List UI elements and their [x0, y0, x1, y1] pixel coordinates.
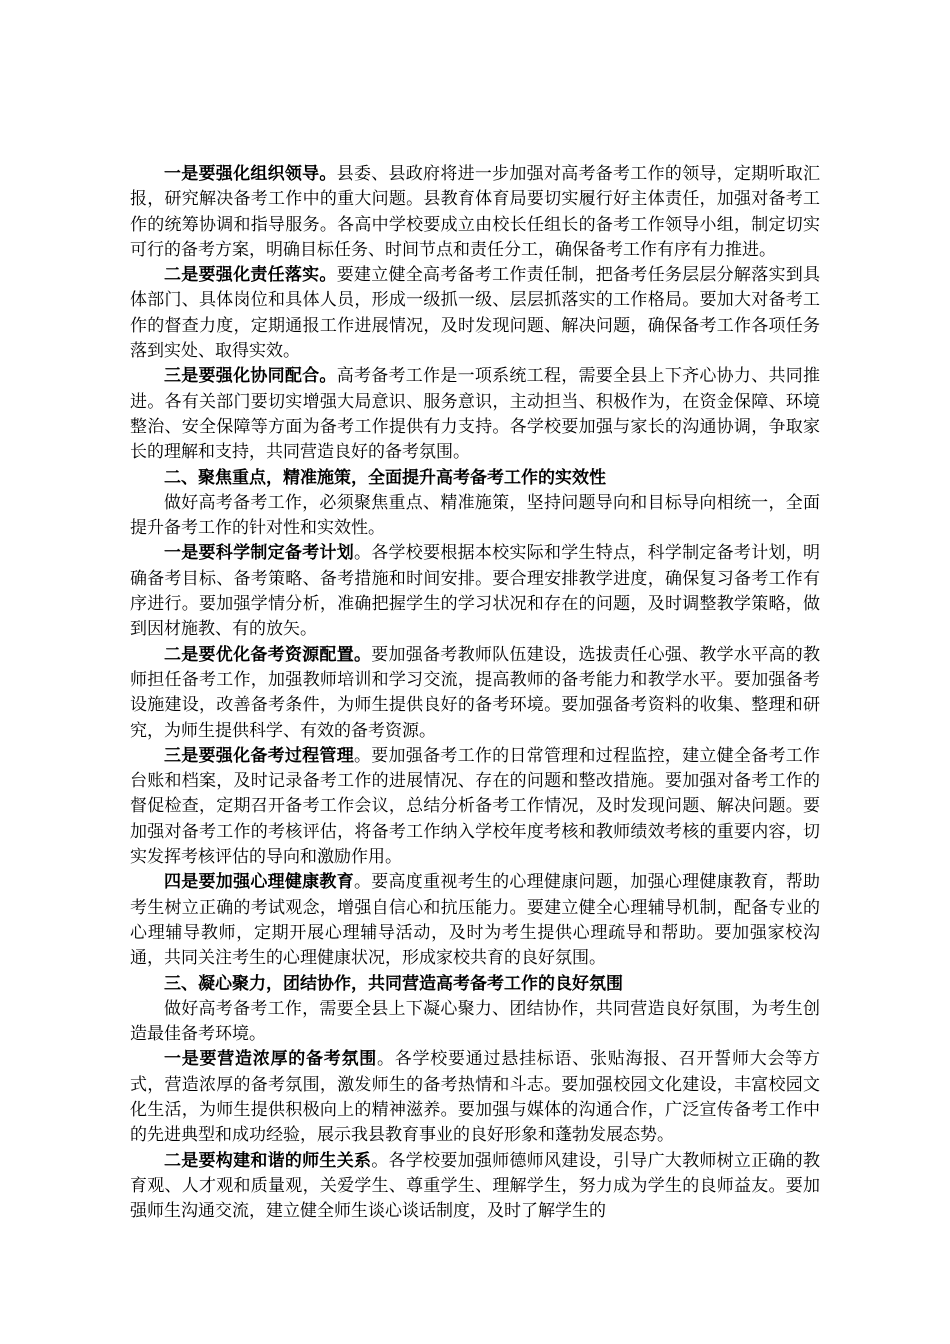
section-heading: 三、凝心聚力，团结协作，共同营造高考备考工作的良好氛围	[164, 973, 623, 994]
paragraph-body: 高考备考工作是一项系统工程，需要全县上下齐心协力、共同推进。各有关部门要切实增强大局意识、服务意识，主动担当、积极作为，在资金保障、环境整治、安全保障等方面为备考工作提供有力支持。各学校要加强与家长的沟通协调，争取家长的理解和支持，共同营造良好的备考氛围。	[130, 366, 820, 463]
paragraph-body: 县委、县政府将进一步加强对高考备考工作的领导，定期听取汇报，研究解决备考工作中的重大问题。县教育体育局要切实履行好主体责任，加强对备考工作的统筹协调和指导服务。各高中学校要成立由校长任组长的备考工作领导小组，制定切实可行的备考方案，明确目标任务、时间节点和责任分工，确保备考工作有序有力推进。	[130, 164, 820, 260]
paragraph	[130, 162, 820, 263]
section-heading: 二、聚焦重点，精准施策，全面提升高考备考工作的实效性	[164, 467, 606, 488]
paragraph	[130, 870, 820, 971]
paragraph-lead: 四是要加强心理健康教育	[164, 872, 354, 893]
paragraph	[130, 643, 820, 744]
paragraph-body: 。要高度重视考生的心理健康问题，加强心理健康教育，帮助考生树立正确的考试观念，增强自信心和抗压能力。要建立健全心理辅导机制，配备专业的心理辅导教师，定期开展心理辅导活动，及时为考生提供心理疏导和帮助。要加强家校沟通，共同关注考生的心理健康状况，形成家校共育的良好氛围。	[130, 872, 821, 969]
paragraph-body: 要加强备考教师队伍建设，选拔责任心强、教学水平高的教师担任备考工作，加强教师培训和学习交流，提高教师的备考能力和教学水平。要加强备考设施建设，改善备考条件，为师生提供良好的备考环境。要加强备考资料的收集、整理和研究，为师生提供科学、有效的备考资源。	[130, 644, 821, 741]
paragraph-lead: 一是要科学制定备考计划	[164, 543, 354, 564]
paragraph-lead: 二是要构建和谐的师生关系	[164, 1150, 372, 1171]
paragraph	[130, 1047, 820, 1148]
paragraph-lead: 二是要强化责任落实。	[164, 265, 337, 286]
paragraph-body: 。要加强备考工作的日常管理和过程监控，建立健全备考工作台账和档案，及时记录备考工作的进展情况、存在的问题和整改措施。要加强对备考工作的督促检查，定期召开备考工作会议，总结分析备考工作情况，及时发现问题、解决问题。要加强对备考工作的考核评估，将备考工作纳入学校年度考核和教师绩效考核的重要内容，切实发挥考核评估的导向和激励作用。	[130, 745, 821, 868]
paragraph	[130, 491, 820, 542]
paragraph	[130, 997, 820, 1048]
paragraph	[130, 1149, 820, 1225]
paragraph-body: 做好高考备考工作，需要全县上下凝心聚力、团结协作，共同营造良好氛围，为考生创造最佳备考环境。	[130, 998, 820, 1045]
paragraph-lead: 三是要强化备考过程管理	[164, 745, 354, 766]
paragraph-lead: 三是要强化协同配合。	[164, 366, 337, 387]
paragraph-body: 做好高考备考工作，必须聚焦重点、精准施策，坚持问题导向和目标导向相统一，全面提升备考工作的针对性和实效性。	[130, 492, 820, 539]
paragraph-body: 要建立健全高考备考工作责任制，把备考任务层层分解落实到具体部门、具体岗位和具体人员，形成一级抓一级、层层抓落实的工作格局。要加大对备考工作的督查力度，定期通报工作进展情况，及时发现问题、解决问题，确保备考工作各项任务落到实处、取得实效。	[130, 265, 820, 362]
paragraph	[130, 263, 820, 364]
paragraph-body: 。各学校要通过悬挂标语、张贴海报、召开誓师大会等方式，营造浓厚的备考氛围，激发师生的备考热情和斗志。要加强校园文化建设，丰富校园文化生活，为师生提供积极向上的精神滋养。要加强与媒体的沟通合作，广泛宣传备考工作中的先进典型和成功经验，展示我县教育事业的良好形象和蓬勃发展态势。	[130, 1049, 820, 1146]
paragraph-lead: 一是要营造浓厚的备考氛围	[164, 1049, 377, 1070]
paragraph-body: 。各学校要根据本校实际和学生特点，科学制定备考计划，明确备考目标、备考策略、备考措施和时间安排。要合理安排教学进度，确保复习备考工作有序进行。要加强学情分析，准确把握学生的学习状况和存在的问题，及时调整教学策略，做到因材施教、有的放矢。	[130, 543, 821, 640]
paragraph-body: 。各学校要加强师德师风建设，引导广大教师树立正确的教育观、人才观和质量观，关爱学生、尊重学生、理解学生，努力成为学生的良师益友。要加强师生沟通交流，建立健全师生谈心谈话制度，及时了解学生的	[130, 1150, 821, 1222]
paragraph	[130, 744, 820, 870]
paragraph-lead: 一是要强化组织领导。	[164, 164, 337, 184]
paragraph	[130, 364, 820, 465]
paragraph	[130, 541, 820, 642]
paragraph-lead: 二是要优化备考资源配置。	[164, 644, 372, 665]
